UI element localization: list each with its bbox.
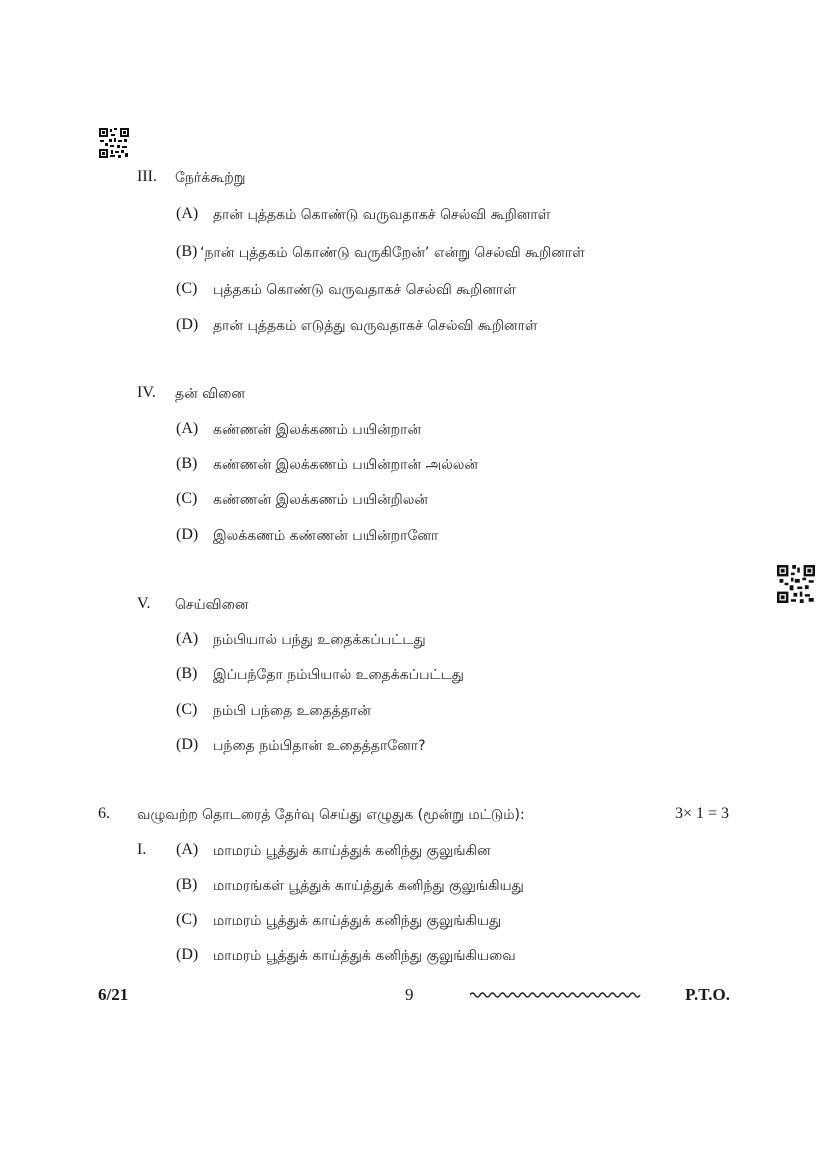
option-text: கண்ணன் இலக்கணம் பயின்றிலன் [213, 492, 428, 508]
option-letter: (C) [176, 490, 198, 507]
option-letter: (C) [176, 911, 198, 928]
option-letter: (B) [176, 243, 198, 260]
option-text: பந்தை நம்பிதான் உதைத்தானோ? [213, 738, 426, 754]
option-letter: (B) [176, 665, 198, 682]
pto-label: P.T.O. [685, 985, 730, 1004]
option-letter: (D) [176, 946, 199, 963]
option-text: மாமரம் பூத்துக் காய்த்துக் கனிந்து குலுங்கியவை [213, 948, 516, 964]
section-numeral: III. [137, 168, 157, 185]
option-letter: (A) [176, 420, 199, 437]
qr-code-icon [777, 565, 815, 603]
question-number: 6. [98, 805, 110, 822]
option-text: தான் புத்தகம் கொண்டு வருவதாகச் செல்வி கூறினாள் [213, 207, 551, 223]
option-letter: (D) [176, 526, 199, 543]
option-text: ‘நான் புத்தகம் கொண்டு வருகிறேன்’ என்று செல்வி கூறினாள் [200, 245, 585, 261]
option-letter: (C) [176, 701, 198, 718]
option-text: நம்பியால் பந்து உதைக்கப்பட்டது [213, 632, 426, 648]
option-text: மாமரம் பூத்துக் காய்த்துக் கனிந்து குலுங்கின [213, 843, 491, 859]
option-text: மாமரம் பூத்துக் காய்த்துக் கனிந்து குலுங்கியது [213, 913, 502, 929]
section-title: தன் வினை [175, 386, 245, 402]
option-text: மாமரங்கள் பூத்துக் காய்த்துக் கனிந்து குலுங்கியது [213, 878, 524, 894]
option-text: தான் புத்தகம் எடுத்து வருவதாகச் செல்வி கூறினாள் [213, 318, 538, 334]
section-numeral: IV. [137, 384, 156, 401]
question-marks: 3× 1 = 3 [674, 805, 729, 822]
page-number: 9 [405, 985, 414, 1004]
option-text: கண்ணன் இலக்கணம் பயின்றான் அல்லன் [213, 457, 478, 473]
option-letter: (D) [176, 316, 199, 333]
option-letter: (D) [176, 736, 199, 753]
option-letter: (A) [176, 205, 199, 222]
wavy-line-divider [470, 990, 642, 1000]
section-title: நேர்க்கூற்று [175, 170, 246, 186]
qr-code-icon [99, 128, 129, 158]
option-text: இப்பந்தோ நம்பியால் உதைக்கப்பட்டது [213, 667, 464, 683]
paper-code: 6/21 [98, 985, 129, 1004]
sub-question-numeral: I. [137, 841, 147, 858]
option-text: புத்தகம் கொண்டு வருவதாகச் செல்வி கூறினாள் [213, 282, 516, 298]
option-letter: (C) [176, 280, 198, 297]
option-letter: (A) [176, 841, 199, 858]
option-letter: (B) [176, 455, 198, 472]
option-text: கண்ணன் இலக்கணம் பயின்றான் [213, 422, 422, 438]
section-title: செய்வினை [175, 597, 249, 613]
section-numeral: V. [137, 595, 151, 612]
option-text: இலக்கணம் கண்ணன் பயின்றானோ [213, 528, 439, 544]
option-letter: (B) [176, 876, 198, 893]
question-prompt: வழுவற்ற தொடரைத் தேர்வு செய்து எழுதுக (மூன்று மட்டும்): [137, 807, 525, 823]
option-letter: (A) [176, 630, 199, 647]
option-text: நம்பி பந்தை உதைத்தான் [213, 703, 371, 719]
